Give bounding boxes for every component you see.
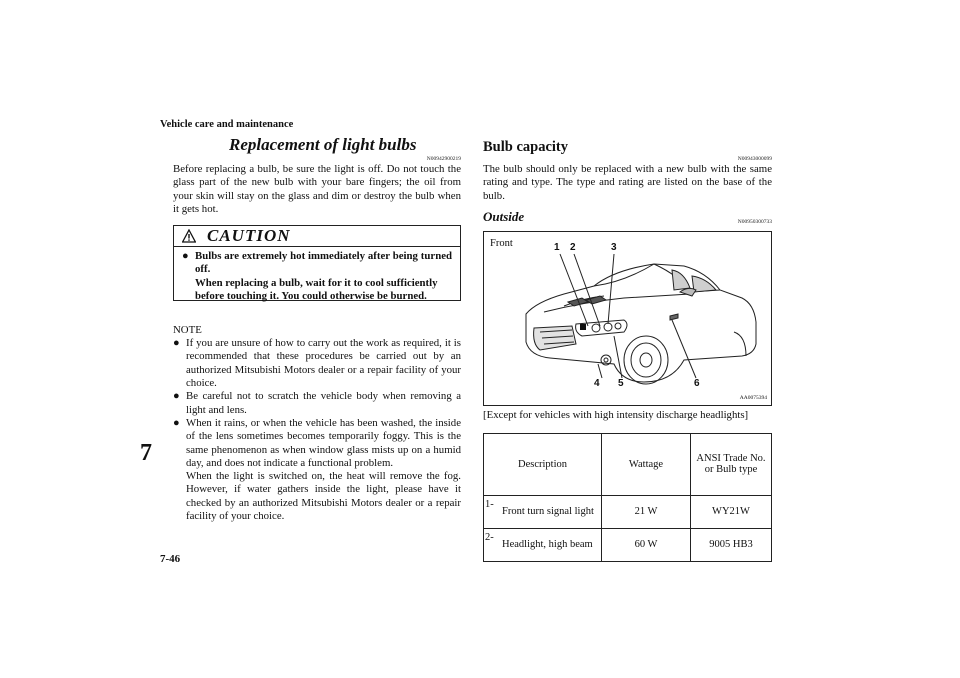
intro-paragraph: Before replacing a bulb, be sure the light is off. Do not touch the glass part of the new bulb with your bare fingers; the oil from your skin will stay on the glass and dim or destroy the bulb when it gets hot. [173,163,461,215]
figure-code: AA0075394 [739,394,767,401]
row-type: 9005 HB3 [691,528,772,561]
note-item [173,337,461,390]
section-title-bulb-capacity: Bulb capacity [483,139,568,155]
subsection-title-outside: Outside [483,208,525,224]
caution-line: When replacing a bulb, wait for it to cool sufficiently before touching it. You could otherwise be burned. [195,276,438,303]
column-header-description: Description [484,433,602,495]
row-description: Headlight, high beam [502,528,602,561]
bullet-icon: ● [182,250,189,263]
chapter-tab: 7 [140,440,152,466]
note-text: When it rains, or when the vehicle has been washed, the inside of the lens sometimes becomes temporarily foggy. This is the same phenomenon as when window glass mists up on a humid day, and does not indicate a functional problem. [186,416,461,469]
note-text: When the light is switched on, the heat will remove the fog. However, if water gathers inside the light, please have it checked by an authorized Mitsubishi Motors dealer or a repair facility of your choice. [186,470,461,523]
subsection-code: N00950300733 [737,218,772,225]
table-caption: [Except for vehicles with high intensity discharge headlights] [483,408,749,421]
row-type: WY21W [691,495,772,528]
bulb-intro-paragraph: The bulb should only be replaced with a new bulb with the same rating and type. The type and rating are listed on the base of the bulb. [483,163,772,202]
row-number: 2- [484,528,503,561]
table-row [484,495,772,528]
page-header: Vehicle care and maintenance [160,119,294,130]
warning-triangle-icon [182,229,196,243]
caution-title: CAUTION [207,226,291,246]
callout-3: 3 [611,241,617,253]
bulb-table [483,433,772,562]
table-header-row [484,433,772,495]
note-item [173,417,461,523]
callout-6: 6 [694,377,700,389]
bullet-icon: ● [173,337,180,350]
right-column [483,138,772,562]
section-title-replacement: Replacement of light bulbs [229,135,417,154]
callout-1: 1 [554,241,560,253]
caution-line: Bulbs are extremely hot immediately after being turned off. [195,250,452,276]
column-header-wattage: Wattage [602,433,691,495]
row-wattage: 60 W [602,528,691,561]
row-number: 1- [484,495,503,528]
callout-5: 5 [618,377,624,389]
callout-2: 2 [570,241,576,253]
row-description: Front turn signal light [502,495,602,528]
note-text: If you are unsure of how to carry out the work as required, it is recommended that these procedures be carried out by an authorized Mitsubishi Motors dealer or a repair facility of your choice. [186,337,461,390]
note-item [173,390,461,417]
bullet-icon: ● [173,390,180,403]
bullet-icon: ● [173,416,180,429]
row-wattage: 21 W [602,495,691,528]
table-row [484,528,772,561]
caution-box [173,225,461,301]
car-illustration-figure [483,231,772,406]
note-text: Be careful not to scratch the vehicle body when removing a light and lens. [186,390,461,416]
car-illustration [484,232,773,405]
page-number: 7-46 [160,553,181,565]
figure-label: Front [490,237,513,249]
caution-header [174,226,460,247]
column-header-type: ANSI Trade No. or Bulb type [691,433,772,495]
callout-4: 4 [594,377,600,389]
caution-body [174,247,460,303]
section-code: N00942900219 [426,156,461,162]
section-code: N00943000099 [737,156,772,162]
caution-item [182,250,452,303]
note-label: NOTE [173,324,202,337]
left-column [173,134,461,523]
